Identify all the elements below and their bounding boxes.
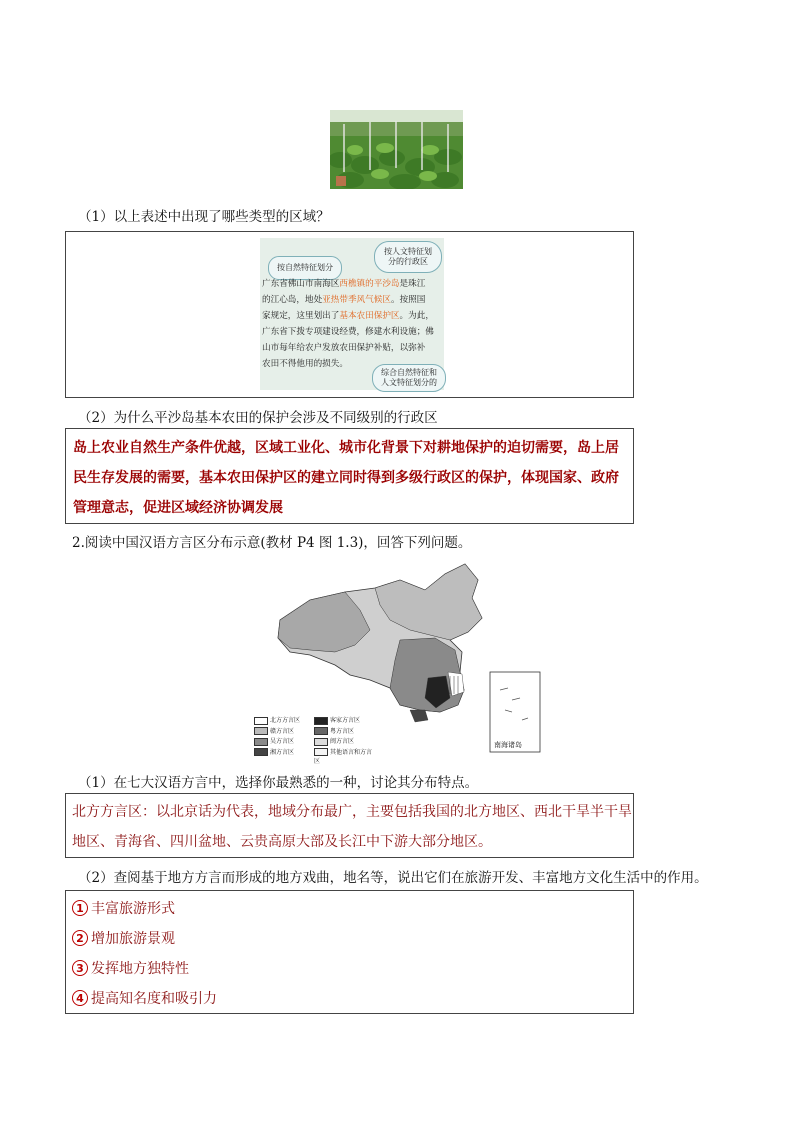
bubble-combined: 综合自然特征和人文特征划分的 [372,364,446,392]
question-2-intro: 2.阅读中国汉语方言区分布示意(教材 P4 图 1.3)，回答下列问题。 [72,535,472,551]
answer-line: 管理意志，促进区域经济协调发展 [73,500,283,516]
answer-item: 3 发挥地方独特性 [72,954,633,984]
legend-item: 其他语言和方言区 [314,748,373,765]
answer-line: 北方方言区：以北京话为代表，地域分布最广，主要包括我国的北方地区、西北干旱半干旱 [72,804,632,820]
number-badge: 3 [72,960,88,976]
number-badge: 1 [72,900,88,916]
answer-line: 民生存发展的需要，基本农田保护区的建立同时得到多级行政区的保护，体现国家、政府 [73,470,619,486]
legend-item: 粤方言区 [314,726,374,736]
figure-text: 广东省佛山市南海区西樵镇的平沙岛是珠江 的江心岛，地处亚热带季风气候区。按照国 家规定，这里划出了基本农田保护区。为此， 广东省下拨专项建设经费，修建水利设施；佛 山市每年给农户发放农田保护补贴，以弥补 农田不得他用的损失。 [262,279,434,369]
number-badge: 2 [72,930,88,946]
answer-item: 2 增加旅游景观 [72,924,633,954]
map-inset-label: 南海诸岛 [494,741,522,749]
legend-item: 赣方言区 [254,726,314,736]
answer-box-2-1 [65,793,634,858]
region-figure [260,238,444,390]
question-2-1: （1）在七大汉语方言中，选择你最熟悉的一种，讨论其分布特点。 [78,775,479,791]
legend-item: 北方方言区 [254,715,314,725]
question-1-1: （1）以上表述中出现了哪些类型的区域？ [78,209,330,225]
legend-item: 客家方言区 [314,715,374,725]
dialect-map [250,560,550,765]
legend-item: 吴方言区 [254,736,314,746]
bubble-natural: 按自然特征划分 [268,256,342,280]
legend-item: 湘方言区 [254,747,314,766]
answer-box-2-2 [65,890,634,1014]
answer-box-1-2 [65,428,634,524]
farmland-photo [330,110,463,189]
question-2-2: （2）查阅基于地方方言而形成的地方戏曲，地名等，说出它们在旅游开发、丰富地方文化生活中的作用。 [78,870,708,886]
number-badge: 4 [72,990,88,1006]
bubble-human: 按人文特征划分的行政区 [374,241,442,273]
answer-line: 地区、青海省、四川盆地、云贵高原大部及长江中下游大部分地区。 [72,834,492,850]
figure-box [65,231,634,398]
answer-item: 4 提高知名度和吸引力 [72,984,633,1014]
answer-item: 1 丰富旅游形式 [72,894,633,924]
answer-line: 岛上农业自然生产条件优越，区域工业化、城市化背景下对耕地保护的迫切需要，岛上居 [73,440,619,456]
legend-item: 闽方言区 [314,736,374,746]
map-legend [254,715,374,765]
question-1-2: （2）为什么平沙岛基本农田的保护会涉及不同级别的行政区 [78,410,438,426]
